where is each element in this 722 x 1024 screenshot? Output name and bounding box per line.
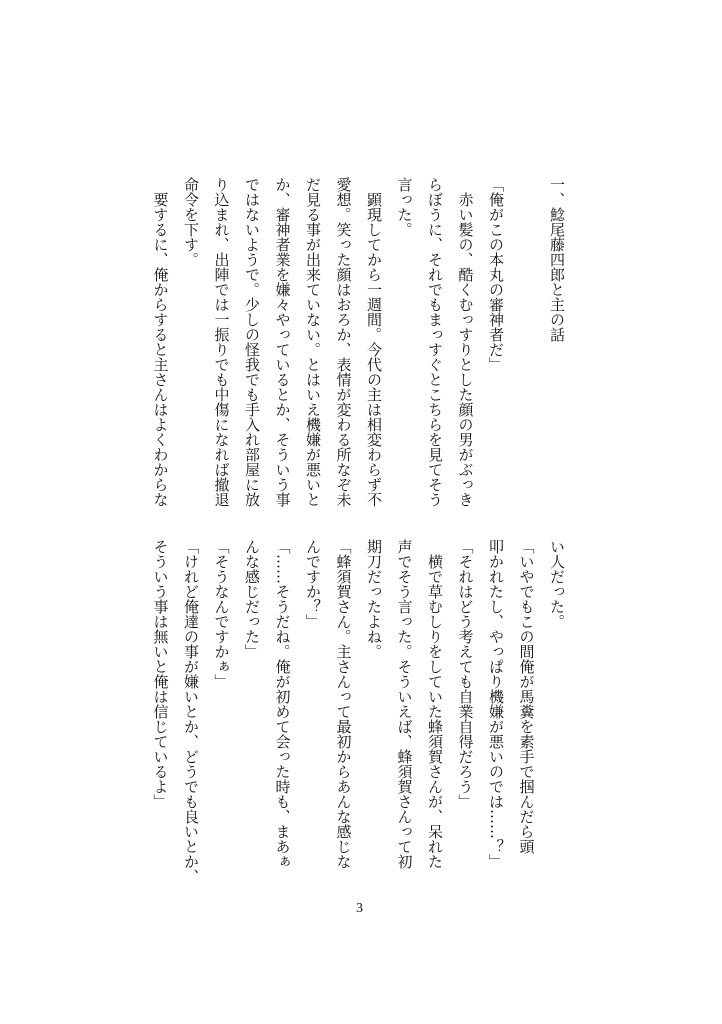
- text-line: 期刀だったよね。: [365, 539, 383, 659]
- text-line: 愛想。笑った顔はおろか、表情が変わる所なぞ未: [334, 177, 353, 507]
- text-line: らぼうに、それでもまっすぐとこちらを見てそう: [426, 177, 444, 507]
- text-line: だ見る事が出来ていない。とはいえ機嫌が悪いと: [304, 177, 322, 507]
- text-line: 顕現してから一週間。今代の主は相変わらず不: [365, 177, 383, 507]
- text-line: ではないようで。少しの怪我でも手入れ部屋に放: [243, 177, 261, 507]
- text-line: 「蜂須賀さん。主さんって最初からあんな感じな: [334, 539, 353, 869]
- text-line: 命令を下す。: [182, 177, 200, 267]
- text-line: 横で草むしりをしていた蜂須賀さんが、呆れた: [426, 539, 444, 869]
- chapter-heading: 一、鯰尾藤四郎と主の話: [548, 177, 566, 342]
- page-number: 3: [356, 901, 363, 916]
- text-line: か、審神者業を嫌々やっているとか、そういう事: [273, 177, 292, 507]
- text-line: 「俺がこの本丸の審神者だ」: [487, 177, 505, 372]
- text-line: 「けれど俺達の事が嫌いとか、どうでも良いとか、: [182, 539, 200, 884]
- text-line: い人だった。: [548, 539, 566, 629]
- text-line: 「いやでもこの間俺が馬糞を素手で掴んだら頭: [517, 539, 536, 854]
- text-line: んな感じだった」: [243, 539, 261, 659]
- text-line: 「それはどう考えても自業自得だろう」: [456, 539, 475, 809]
- lower-text-block: [145, 539, 572, 884]
- text-line: 「そうなんですかぁ」: [212, 539, 231, 689]
- text-line: 言った。: [395, 177, 414, 237]
- text-line: 叩かれたし、やっぱり機嫌が悪いのでは……？」: [487, 539, 505, 869]
- text-line: り込まれ、出陣では一振りでも中傷になれば撤退: [212, 177, 231, 507]
- upper-text-block: [145, 177, 572, 522]
- text-line: 声でそう言った。そういえば、蜂須賀さんって初: [395, 539, 414, 869]
- text-line: [511, 177, 542, 522]
- text-line: 要するに、俺からすると主さんはよくわからな: [151, 177, 170, 507]
- text-line: 「……そうだね。俺が初めて会った時も、まあぁ: [273, 539, 292, 869]
- text-line: 赤い髪の、酷くむっすりとした顔の男がぶっき: [456, 177, 475, 507]
- text-line: んですか？」: [304, 539, 322, 629]
- text-line: そういう事は無いと俺は信じているよ」: [151, 539, 170, 809]
